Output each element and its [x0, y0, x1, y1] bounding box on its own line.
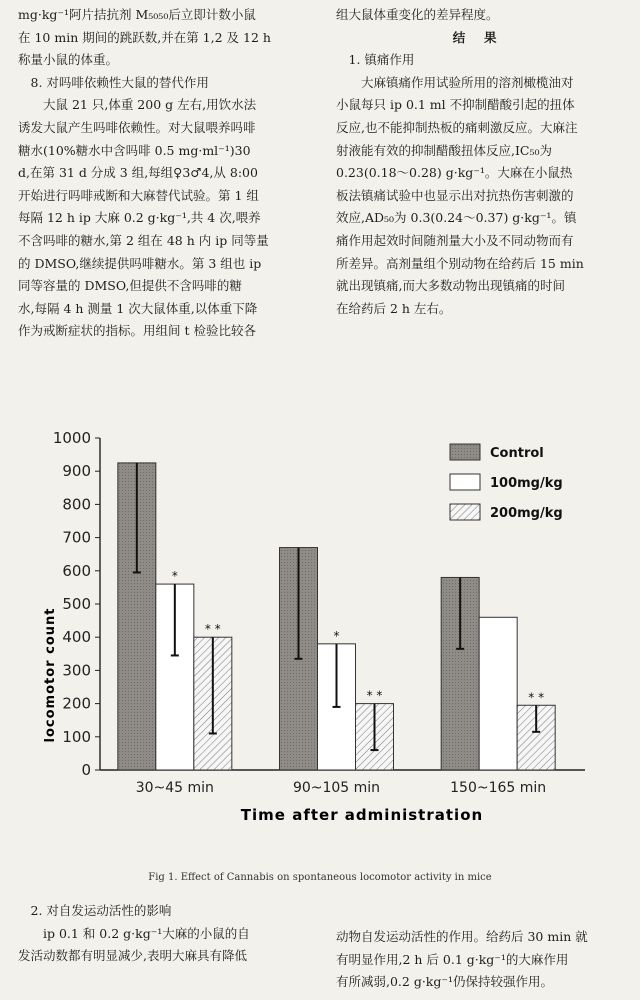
- left-column: [18, 4, 314, 343]
- text-line: 板法镇痛试验中也显示出对抗热伤害刺激的: [336, 187, 574, 203]
- text-line: 诱发大鼠产生吗啡依赖性。对大鼠喂养吗啡: [18, 119, 256, 135]
- text-line: 开始进行吗啡戒断和大麻替代试验。第 1 组: [18, 187, 259, 203]
- text-line: 效应,AD₅₀为 0.3(0.24～0.37) g·kg⁻¹。镇: [336, 210, 577, 226]
- legend-label: 100mg/kg: [490, 476, 563, 491]
- sub-heading: 2. 对自发运动活性的影响: [30, 903, 172, 918]
- text-line: 动物自发运动活性的作用。给药后 30 min 就: [336, 929, 588, 944]
- text-line: 称量小鼠的体重。: [18, 52, 119, 68]
- y-tick-label: 400: [62, 628, 91, 647]
- y-tick-label: 300: [62, 661, 91, 680]
- y-tick-label: 0: [81, 761, 91, 779]
- legend-swatch: [450, 444, 480, 460]
- bottom-right-column: [336, 926, 632, 994]
- significance-marker: * *: [366, 688, 383, 703]
- significance-marker: *: [333, 628, 340, 643]
- text-line: 0.23(0.18～0.28) g·kg⁻¹。大麻在小鼠热: [336, 165, 573, 181]
- text-line: 所差异。高剂量组个别动物在给药后 15 min: [336, 255, 584, 271]
- x-tick-label: 150~165 min: [450, 780, 547, 796]
- locomotor-bar-chart: [40, 420, 630, 840]
- text-line: 作为戒断症状的指标。用组间 t 检验比较各: [18, 323, 256, 339]
- y-tick-label: 100: [62, 727, 91, 746]
- text-line: mg·kg⁻¹阿片拮抗剂 M₅₀₅₀后立即计数小鼠: [18, 7, 256, 22]
- y-tick-label: 800: [62, 495, 91, 514]
- method-heading: 8. 对吗啡依赖性大鼠的替代作用: [30, 74, 209, 90]
- text-line: ip 0.1 和 0.2 g·kg⁻¹大麻的小鼠的自: [43, 925, 250, 941]
- text-line: 在给药后 2 h 左右。: [336, 300, 452, 316]
- text-line: 在 10 min 期间的跳跃数,并在第 1,2 及 12 h: [18, 29, 271, 45]
- significance-marker: * *: [528, 690, 545, 705]
- text-line: 有明显作用,2 h 后 0.1 g·kg⁻¹的大麻作用: [336, 951, 569, 967]
- significance-marker: *: [171, 569, 178, 584]
- legend-swatch: [450, 474, 480, 490]
- text-line: 有所减弱,0.2 g·kg⁻¹仍保持较强作用。: [336, 974, 553, 990]
- y-tick-label: 700: [62, 528, 91, 547]
- text-line: 不含吗啡的糖水,第 2 组在 48 h 内 ip 同等量: [18, 232, 269, 248]
- y-tick-label: 200: [62, 694, 91, 713]
- text-line: 反应,也不能抑制热板的痛刺激反应。大麻注: [336, 119, 578, 135]
- y-axis-label: locomotor count: [43, 607, 58, 743]
- y-tick-label: 500: [62, 595, 91, 613]
- legend-swatch: [450, 504, 480, 520]
- text-line: 就出现镇痛,而大多数动物出现镇痛的时间: [336, 278, 565, 294]
- right-column: [336, 4, 632, 320]
- text-line: 小鼠每只 ip 0.1 ml 不抑制醋酸引起的扭体: [336, 97, 575, 113]
- text-line: 射液能有效的抑制醋酸扭体反应,IC₅₀为: [336, 142, 552, 158]
- y-tick-label: 900: [62, 462, 91, 481]
- bar-100mgkg: [479, 617, 517, 770]
- legend-label: Control: [490, 446, 544, 461]
- legend-label: 200mg/kg: [490, 506, 563, 521]
- x-axis-label: Time after administration: [240, 806, 484, 824]
- x-tick-label: 90~105 min: [292, 780, 381, 796]
- significance-marker: * *: [204, 622, 221, 637]
- text-line: 的 DMSO,继续提供吗啡糖水。第 3 组也 ip: [18, 255, 262, 271]
- chart-legend: [450, 444, 563, 521]
- text-line: 同等容量的 DMSO,但提供不含吗啡的糖: [18, 278, 242, 294]
- text-line: 发活动数都有明显减少,表明大麻具有降低: [18, 948, 247, 964]
- y-tick-label: 1000: [52, 429, 91, 447]
- sub-heading: 1. 镇痛作用: [348, 52, 415, 68]
- text-line: 糖水(10%糖水中含吗啡 0.5 mg·ml⁻¹)30: [18, 142, 251, 158]
- text-line: 组大鼠体重变化的差异程度。: [336, 7, 499, 22]
- y-tick-label: 600: [62, 561, 91, 580]
- figure-caption: Fig 1. Effect of Cannabis on spontaneous locomotor activity in mice: [148, 872, 492, 883]
- bottom-left-column: [18, 900, 314, 968]
- text-line: 水,每隔 4 h 测量 1 次大鼠体重,以体重下降: [18, 300, 258, 316]
- section-title: 结果: [452, 29, 516, 45]
- text-line: 大鼠 21 只,体重 200 g 左右,用饮水法: [43, 97, 257, 113]
- text-line: 痛作用起效时间随剂量大小及不同动物而有: [336, 232, 574, 248]
- text-line: 大麻镇痛作用试验所用的溶剂橄榄油对: [361, 74, 574, 90]
- text-line: 每隔 12 h ip 大麻 0.2 g·kg⁻¹,共 4 次,喂养: [18, 210, 261, 226]
- text-line: d,在第 31 d 分成 3 组,每组♀3♂4,从 8:00: [18, 165, 258, 181]
- x-tick-label: 30~45 min: [135, 780, 214, 796]
